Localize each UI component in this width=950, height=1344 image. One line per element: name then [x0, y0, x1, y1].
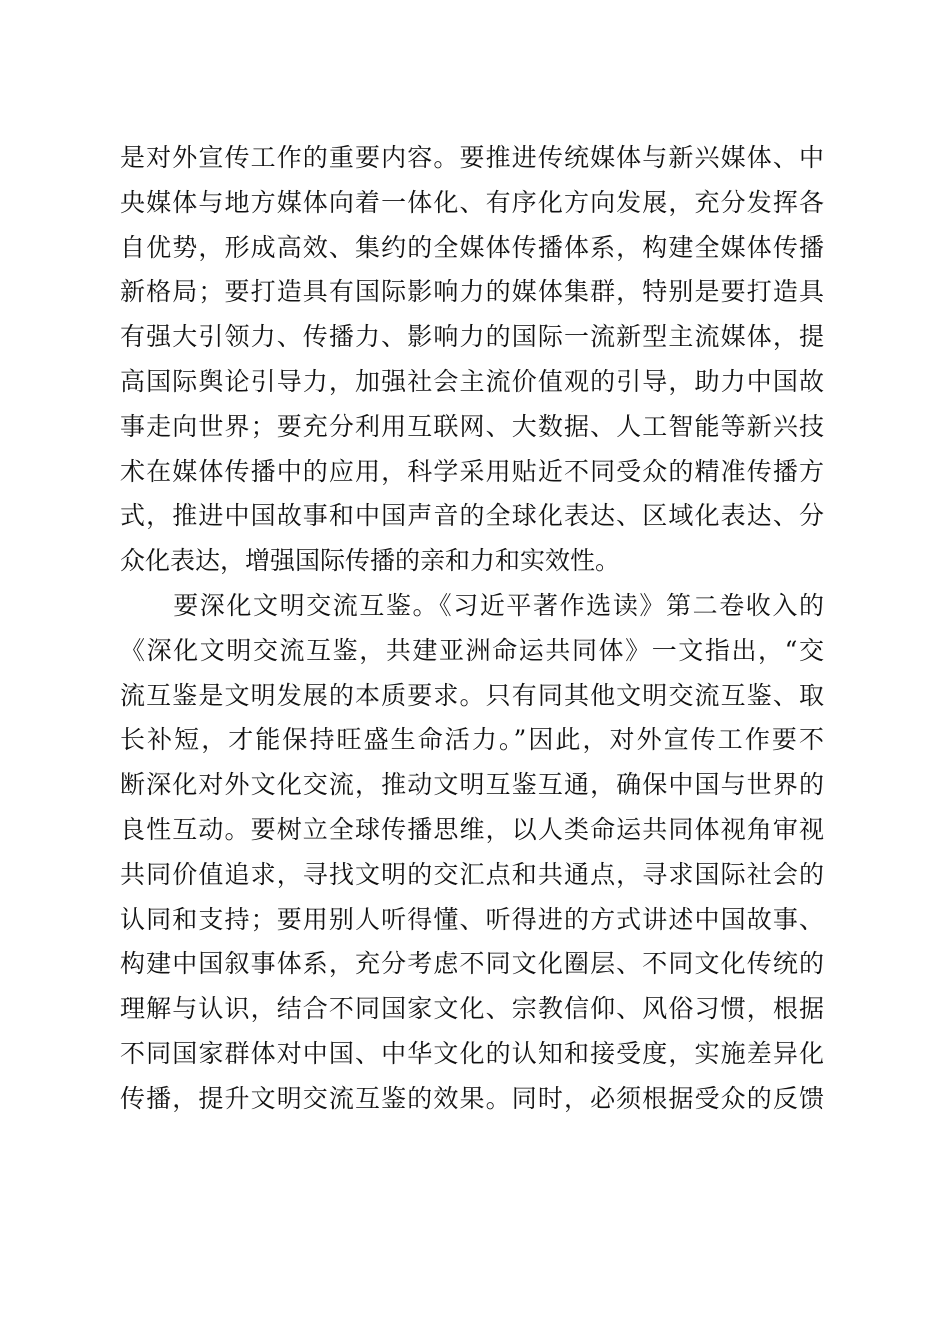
text-line: 共同价值追求，寻找文明的交汇点和共通点，寻求国际社会的	[120, 859, 824, 889]
text-line: 央媒体与地方媒体向着一体化、有序化方向发展，充分发挥各	[120, 187, 824, 217]
text-line: 构建中国叙事体系，充分考虑不同文化圈层、不同文化传统的	[120, 949, 824, 979]
text-line: 良性互动。要树立全球传播思维，以人类命运共同体视角审视	[120, 814, 824, 844]
text-line: 高国际舆论引导力，加强社会主流价值观的引导，助力中国故	[120, 366, 824, 396]
text-line: 是对外宣传工作的重要内容。要推进传统媒体与新兴媒体、中	[120, 143, 824, 172]
text-line: 流互鉴是文明发展的本质要求。只有同其他文明交流互鉴、取	[120, 680, 824, 710]
text-line: 式，推进中国故事和中国声音的全球化表达、区域化表达、分	[120, 501, 824, 531]
text-line: 传播，提升文明交流互鉴的效果。同时，必须根据受众的反馈	[120, 1083, 824, 1113]
text-line: 事走向世界；要充分利用互联网、大数据、人工智能等新兴技	[120, 411, 824, 441]
text-line: 长补短，才能保持旺盛生命活力。”因此，对外宣传工作要不	[120, 725, 824, 755]
text-line: 有强大引领力、传播力、影响力的国际一流新型主流媒体，提	[120, 322, 824, 352]
text-line: 新格局；要打造具有国际影响力的媒体集群，特别是要打造具	[120, 277, 824, 307]
text-line: 不同国家群体对中国、中华文化的认知和接受度，实施差异化	[120, 1038, 824, 1068]
text-line: 理解与认识，结合不同国家文化、宗教信仰、风俗习惯，根据	[120, 994, 824, 1024]
text-line: 断深化对外文化交流，推动文明互鉴互通，确保中国与世界的	[120, 770, 824, 800]
body-text	[120, 136, 824, 1122]
paragraph-end-line: 众化表达，增强国际传播的亲和力和实效性。	[120, 546, 621, 576]
text-line: 自优势，形成高效、集约的全媒体传播体系，构建全媒体传播	[120, 232, 824, 262]
text-line: 《深化文明交流互鉴，共建亚洲命运共同体》一文指出，“交	[120, 635, 824, 665]
text-line: 术在媒体传播中的应用，科学采用贴近不同受众的精准传播方	[120, 456, 824, 486]
paragraph-start-line: 要深化文明交流互鉴。《习近平著作选读》第二卷收入的	[120, 590, 824, 620]
text-line: 认同和支持；要用别人听得懂、听得进的方式讲述中国故事、	[120, 904, 824, 934]
